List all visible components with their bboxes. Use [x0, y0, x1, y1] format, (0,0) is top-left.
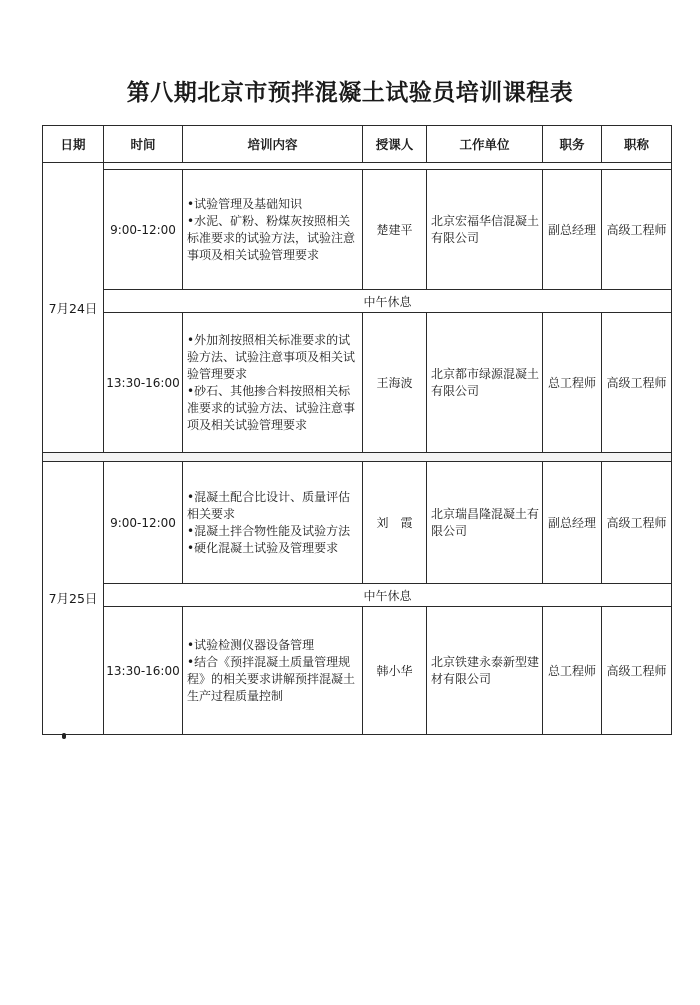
position-cell: 副总经理 [543, 462, 602, 584]
header-time: 时间 [104, 126, 183, 163]
header-position: 职务 [543, 126, 602, 163]
schedule-table [42, 125, 672, 735]
position-cell: 副总经理 [543, 170, 602, 290]
content-line: •结合《预拌混凝土质量管理规程》的相关要求讲解预拌混凝土生产过程质量控制 [187, 654, 356, 703]
content-line: •水泥、矿粉、粉煤灰按照相关标准要求的试验方法，试验注意事项及相关试验管理要求 [187, 213, 356, 262]
content-cell [183, 462, 363, 584]
break-row [43, 290, 672, 313]
table-row [43, 163, 672, 170]
content-cell [183, 607, 363, 735]
content-line: •外加剂按照相关标准要求的试验方法、试验注意事项及相关试验管理要求 [187, 332, 356, 381]
title-cell: 高级工程师 [602, 170, 672, 290]
title-cell: 高级工程师 [602, 313, 672, 453]
time-cell: 13:30-16:00 [104, 607, 183, 735]
position-cell: 总工程师 [543, 313, 602, 453]
unit-cell: 北京宏福华信混凝土有限公司 [427, 170, 543, 290]
teacher-cell: 刘 霞 [363, 462, 427, 584]
table-row [43, 170, 672, 290]
date-cell: 7月24日 [43, 163, 104, 453]
title-cell: 高级工程师 [602, 462, 672, 584]
unit-cell: 北京铁建永泰新型建材有限公司 [427, 607, 543, 735]
teacher-cell: 楚建平 [363, 170, 427, 290]
header-row [43, 126, 672, 163]
content-line: •试验管理及基础知识 [187, 196, 303, 211]
title-cell: 高级工程师 [602, 607, 672, 735]
teacher-cell: 王海波 [363, 313, 427, 453]
header-date: 日期 [43, 126, 104, 163]
content-cell [183, 170, 363, 290]
header-teacher: 授课人 [363, 126, 427, 163]
teacher-cell: 韩小华 [363, 607, 427, 735]
table-row [43, 607, 672, 735]
page-title: 第八期北京市预拌混凝土试验员培训课程表 [126, 79, 574, 106]
time-cell: 9:00-12:00 [104, 462, 183, 584]
content-line: •混凝土拌合物性能及试验方法 [187, 523, 351, 538]
unit-cell: 北京瑞昌隆混凝土有限公司 [427, 462, 543, 584]
date-cell: 7月25日 [43, 462, 104, 735]
header-title: 职称 [602, 126, 672, 163]
lunch-break-label: 中午休息 [104, 584, 672, 607]
day-separator-cell [43, 453, 672, 462]
lunch-break-label: 中午休息 [104, 290, 672, 313]
content-cell [183, 313, 363, 453]
table-row [43, 313, 672, 453]
content-line: •试验检测仪器设备管理 [187, 637, 315, 652]
content-line: •混凝土配合比设计、质量评估相关要求 [187, 489, 351, 521]
unit-cell: 北京都市绿源混凝土有限公司 [427, 313, 543, 453]
content-line: •砂石、其他掺合料按照相关标准要求的试验方法、试验注意事项及相关试验管理要求 [187, 383, 356, 432]
time-cell: 9:00-12:00 [104, 170, 183, 290]
header-unit: 工作单位 [427, 126, 543, 163]
header-content: 培训内容 [183, 126, 363, 163]
position-cell: 总工程师 [543, 607, 602, 735]
break-row [43, 584, 672, 607]
row-spacer [104, 163, 672, 170]
content-line: •硬化混凝土试验及管理要求 [187, 540, 339, 555]
day-separator [43, 453, 672, 462]
table-row [43, 462, 672, 584]
time-cell: 13:30-16:00 [104, 313, 183, 453]
scan-dot-mark [62, 733, 66, 739]
